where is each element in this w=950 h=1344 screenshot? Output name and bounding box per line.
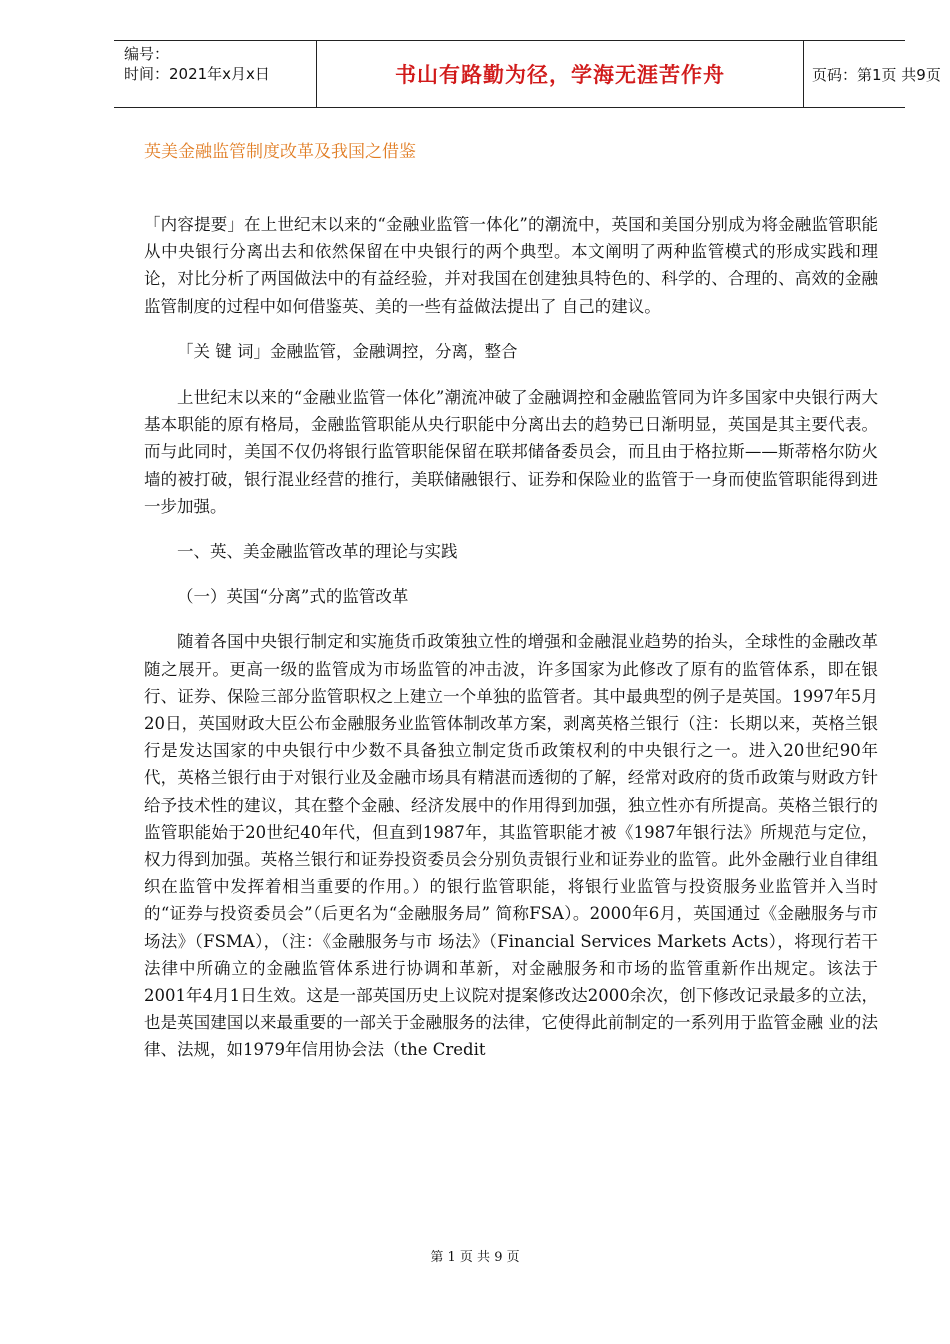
document-number-label: 编号： — [124, 45, 170, 63]
header-motto-cell — [316, 41, 804, 107]
body-paragraph: 随着各国中央银行制定和实施货币政策独立性的增强和金融混业趋势的抬头，全球性的金融改革随之展开。更高一级的监管成为市场监管的冲击波，许多国家为此修改了原有的监管体系，即在银行、证券、保险三部分监管职权之上建立一个单独的监管者。其中最典型的例子是英国。1997年5月20日，英国财政大臣公布金融服务业监管体制改革方案，剥离英格兰银行（注：长期以来，英格兰银行是发达国家的中央银行中少数不具备独立制定货币政策权利的中央银行之一。进入20世纪90年代，英格兰银行由于对银行业及金融市场具有精湛而透彻的了解，经常对政府的货币政策与财政方针给予技术性的建议，其在整个金融、经济发展中的作用得到加强，独立性亦有所提高。英格兰银行的监管职能始于20世纪40年代，但直到1987年，其监管职能才被《1987年银行法》所规范与定位，权力得到加强。英格兰银行和证券投资委员会分别负责银行业和证券业的监管。此外金融行业自律组织在监管中发挥着相当重要的作用。）的银行监管职能，将银行业监管与投资服务业监管并入当时的“证券与投资委员会”（后更名为“金融服务局” 简称FSA）。2000年6月，英国通过《金融服务与市场法》（FSMA），（注：《金融服务与市 场法》（Financial Services Markets Acts），将现行若干法律中所确立的金融监管体系进行协调和革新，对金融服务和市场的监管重新作出规定。该法于2001年4月1日生效。这是一部英国历史上议院对提案修改达2000余次，创下修改记录最多的立法，也是英国建国以来最重要的一部关于金融服务的法律，它使得此前制定的一系列用于监管金融 业的法律、法规，如1979年信用协会法（the Credit — [144, 632, 878, 1060]
document-time-label: 时间：2021年x月x日 — [124, 65, 270, 83]
document-title: 英美金融监管制度改革及我国之借鉴 — [144, 142, 416, 162]
document-body — [144, 211, 878, 1064]
section-heading: 一、英、美金融监管改革的理论与实践 — [177, 542, 458, 562]
intro-paragraph: 上世纪末以来的“金融业监管一体化”潮流冲破了金融调控和金融监管同为许多国家中央银行两大基本职能的原有格局，金融监管职能从央行职能中分离出去的趋势已日渐明显，英国是其主要代表。而与此同时，美国不仅仍将银行监管职能保留在联邦储备委员会，而且由于格拉斯——斯蒂格尔防火墙的被打破，银行混业经营的推行，美联储融银行、证券和保险业的监管于一身而使监管职能得到进一步加强。 — [144, 388, 878, 516]
header-page-cell — [804, 41, 941, 107]
subsection-heading: （一）英国“分离”式的监管改革 — [177, 587, 409, 607]
abstract-paragraph: 「内容提要」在上世纪末以来的“金融业监管一体化”的潮流中，英国和美国分别成为将金融监管职能从中央银行分离出去和依然保留在中央银行的两个典型。本文阐明了两种监管模式的形成实践和理论，对比分析了两国做法中的有益经验，并对我国在创建独具特色的、科学的、合理的、高效的金融监管制度的过程中如何借鉴英、美的一些有益做法提出了 自己的建议。 — [144, 215, 878, 316]
page-footer: 第 1 页 共 9 页 — [430, 1250, 520, 1265]
keywords-paragraph: 「关 键 词」金融监管，金融调控，分离，整合 — [177, 341, 518, 361]
header-page-info: 页码：第1页 共9页 — [812, 65, 941, 84]
header-motto: 书山有路勤为径，学海无涯苦作舟 — [395, 63, 725, 87]
page-header — [114, 40, 941, 108]
header-info-cell — [114, 41, 316, 107]
